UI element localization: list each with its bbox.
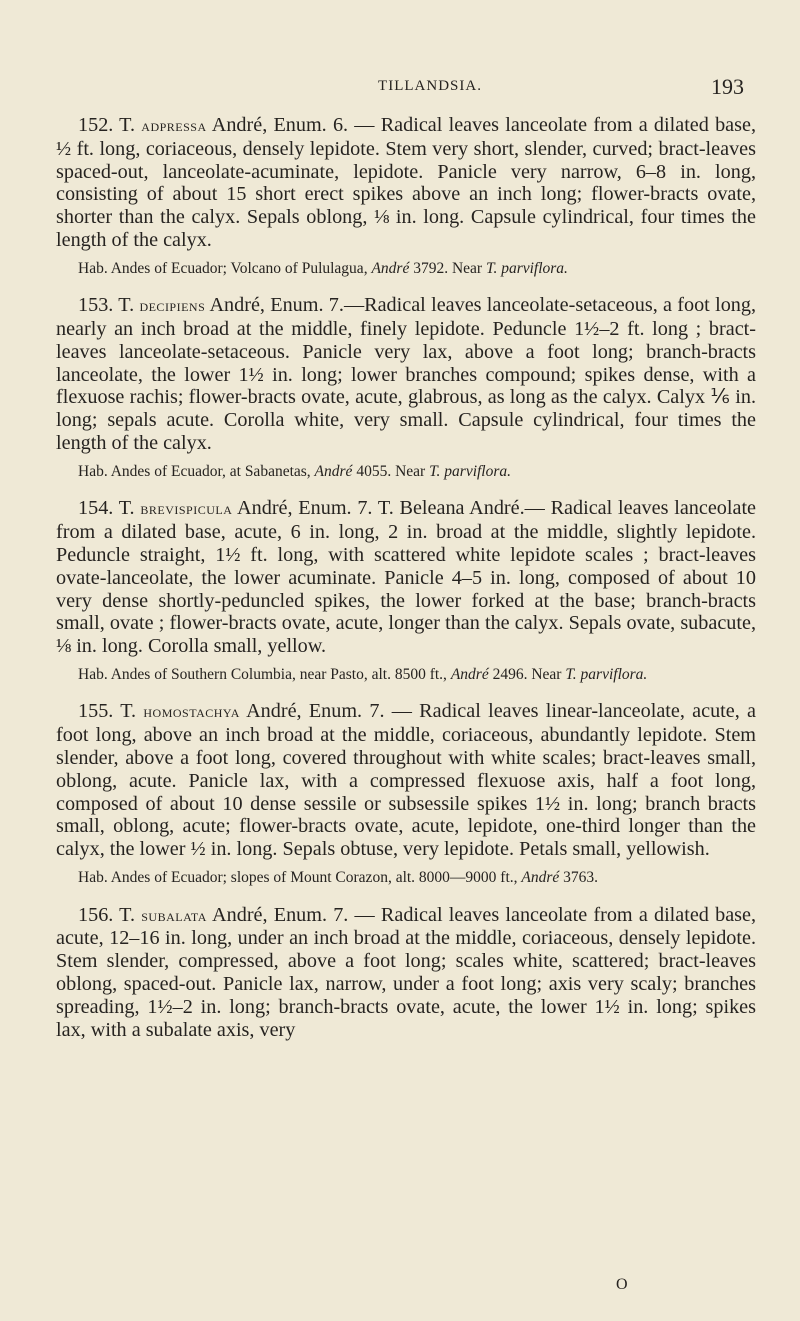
species-name: brevispicula: [140, 499, 233, 519]
related-species: T. parviflora.: [429, 462, 512, 480]
running-head: TILLANDSIA.: [378, 78, 482, 94]
habitat-text: Hab. Andes of Ecuador; Volcano of Pululagua,: [78, 259, 368, 277]
species-name: decipiens: [139, 296, 206, 316]
species-name: homostachya: [143, 702, 240, 722]
entry-number: 156. T.: [78, 903, 136, 926]
entry-number: 155. T.: [78, 700, 137, 723]
habitat-ref: 3763.: [563, 869, 599, 887]
entry-number: 152. T.: [78, 114, 136, 136]
page-header: [116, 74, 744, 108]
habitat-ref: 4055. Near: [356, 462, 426, 480]
habitat-text: Hab. Andes of Ecuador, at Sabanetas,: [78, 462, 311, 480]
species-entry: [56, 700, 756, 887]
entry-number: 154. T.: [78, 497, 135, 520]
page-body: [56, 114, 756, 1041]
habitat-ref: 3792. Near: [413, 259, 483, 277]
habitat-note: [56, 463, 756, 482]
entry-text: André, Enum. 6. — Radical leaves lanceolate from a dilated base, ½ ft. long, coriaceous, densely lepidote. Stem very short, slender, curved; bract-leaves spaced-out, lanceolate-acuminate, lepidote. Panicle very narrow, 6–8 in. long, consisting of about 15 short erect spikes above an inch long; flower-bracts ovate, shorter than the calyx. Sepals oblong, ⅛ in. long. Capsule cylindrical, four times the length of the calyx.: [56, 114, 756, 251]
collector-name: André: [521, 869, 560, 887]
entry-text: André, Enum. 7. T. Beleana André.— Radical leaves lanceolate from a dilated base, acute, 6 in. long, 2 in. broad at the middle, slightly lepidote. Peduncle straight, 1½ ft. long, with scattered white lepidote scales ; bract-leaves ovate-lanceolate, the lower acuminate. Panicle 4–5 in. long, composed of about 10 very dense shortly-peduncled spikes, the lower forked at the base; branch-bracts small, ovate ; flower-bracts ovate, acute, longer than the calyx. Sepals ovate, subacute, ⅛ in. long. Corolla small, yellow.: [56, 497, 757, 658]
entry-description: [56, 294, 756, 455]
entry-description: [56, 700, 756, 861]
habitat-text: Hab. Andes of Ecuador; slopes of Mount Corazon, alt. 8000—9000 ft.,: [78, 869, 518, 887]
entry-text: André, Enum. 7. — Radical leaves lanceolate from a dilated base, acute, 12–16 in. long, under an inch broad at the middle, coriaceous, densely lepidote. Stem slender, compressed, above a foot long; scales white, scattered; bract-leaves oblong, spaced-out. Panicle lax, narrow, under a foot long; axis very scaly; branches spreading, 1½–2 in. long; branch-bracts ovate, acute, the lower 1½ in. long; spikes lax, with a subalate axis, very: [56, 903, 757, 1041]
entry-description: [56, 497, 756, 658]
habitat-ref: 2496. Near: [492, 665, 562, 683]
collector-name: André: [371, 259, 410, 277]
habitat-note: [56, 666, 756, 685]
species-name: subalata: [141, 905, 207, 925]
species-entry: [56, 114, 756, 278]
collector-name: André: [450, 665, 489, 683]
species-entry: [56, 904, 756, 1042]
related-species: T. parviflora.: [565, 665, 648, 683]
entry-description: [56, 114, 756, 252]
species-name: adpressa: [141, 116, 207, 135]
entry-number: 153. T.: [78, 294, 135, 317]
habitat-text: Hab. Andes of Southern Columbia, near Pasto, alt. 8500 ft.,: [78, 665, 447, 683]
related-species: T. parviflora.: [485, 259, 568, 277]
species-entry: [56, 294, 756, 481]
habitat-note: [56, 869, 756, 888]
species-entry: [56, 497, 756, 684]
entry-text: André, Enum. 7.—Radical leaves lanceolate-setaceous, a foot long, nearly an inch broad at the middle, finely lepidote. Peduncle 1½–2 ft. long ; bract-leaves lanceolate-setaceous. Panicle very lax, above a foot long; branch-bracts lanceolate, the lower 1½ in. long; lower branches compound; spikes dense, with a flexuose rachis; flower-bracts ovate, acute, glabrous, as long as the calyx. Calyx ⅙ in. long; sepals acute. Corolla white, very small. Capsule cylindrical, four times the length of the calyx.: [56, 294, 757, 455]
habitat-note: [56, 260, 756, 279]
collector-name: André: [314, 462, 353, 480]
signature-mark: O: [616, 1276, 628, 1293]
entry-description: [56, 904, 756, 1042]
page-number: 193: [711, 74, 744, 99]
entry-text: André, Enum. 7. — Radical leaves linear-lanceolate, acute, a foot long, above an inch broad at the middle, coriaceous, abundantly lepidote. Stem slender, above a foot long, covered throughout with white scales; bract-leaves small, oblong, acute. Panicle lax, with a compressed flexuose axis, half a foot long, composed of about 10 dense sessile or subsessile spikes 1½ in. long; branch bracts small, oblong, acute; flower-bracts ovate, acute, lepidote, one-third longer than the calyx, the lower ½ in. long. Sepals obtuse, very lepidote. Petals small, yellowish.: [56, 700, 757, 861]
